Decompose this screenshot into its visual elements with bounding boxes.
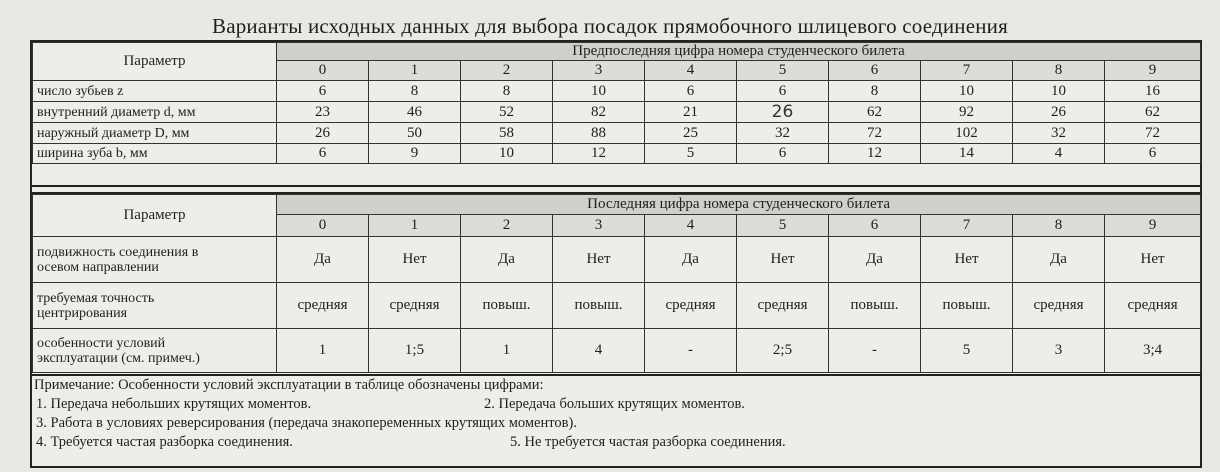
value-cell: средняя (277, 283, 369, 329)
value-cell: 23 (277, 102, 369, 123)
table-row (33, 283, 1201, 329)
note-line (34, 414, 1200, 433)
param-header: Параметр (33, 195, 277, 237)
value-cell: 6 (277, 81, 369, 102)
value-cell: Нет (1105, 237, 1201, 283)
table-row (33, 144, 1201, 164)
row-label-line: центрирования (37, 305, 128, 321)
digit-cell: 3 (553, 61, 645, 81)
value-cell: средняя (1013, 283, 1105, 329)
row-label-line: требуемая точность (37, 290, 155, 306)
value-cell: 6 (737, 81, 829, 102)
value-cell: повыш. (921, 283, 1013, 329)
value-cell: 58 (461, 123, 553, 144)
value-cell: 10 (921, 81, 1013, 102)
digit-cell: 9 (1105, 215, 1201, 237)
table-row (33, 123, 1201, 144)
table-row (33, 81, 1201, 102)
value-cell: 88 (553, 123, 645, 144)
value-cell: 26 (277, 123, 369, 144)
value-cell: - (645, 329, 737, 373)
value-cell: 1 (277, 329, 369, 373)
note-item: 1. Передача небольших крутящих моментов. (36, 396, 312, 412)
value-cell: повыш. (461, 283, 553, 329)
digit-cell: 7 (921, 61, 1013, 81)
table-row (33, 102, 1201, 123)
value-cell: средняя (1105, 283, 1201, 329)
value-cell: 3 (1013, 329, 1105, 373)
table-last-digit (32, 194, 1201, 373)
row-label (33, 237, 277, 283)
tables-frame (30, 40, 1202, 468)
digit-cell: 4 (645, 215, 737, 237)
value-cell: Да (461, 237, 553, 283)
value-cell: 4 (553, 329, 645, 373)
value-cell: 92 (921, 102, 1013, 123)
value-cell: 14 (921, 144, 1013, 164)
value-cell: 8 (461, 81, 553, 102)
digit-cell: 8 (1013, 215, 1105, 237)
row-label-line: подвижность соединения в (37, 244, 199, 260)
digit-cell: 9 (1105, 61, 1201, 81)
note-line (34, 395, 1200, 414)
row-label-line: эксплуатации (см. примеч.) (37, 350, 200, 366)
group-header: Предпоследняя цифра номера студенческого билета (277, 43, 1201, 61)
note-item: 2. Передача больших крутящих моментов. (484, 396, 745, 412)
row-label (33, 329, 277, 373)
row-label-line: осевом направлении (37, 259, 159, 275)
value-cell: 52 (461, 102, 553, 123)
table-penultimate-digit (32, 42, 1201, 164)
row-label: внутренний диаметр d, мм (33, 102, 277, 123)
digit-cell: 3 (553, 215, 645, 237)
value-cell: 25 (645, 123, 737, 144)
value-cell: 6 (277, 144, 369, 164)
value-cell: 72 (1105, 123, 1201, 144)
value-cell: Нет (921, 237, 1013, 283)
value-cell: 102 (921, 123, 1013, 144)
digit-cell: 1 (369, 215, 461, 237)
value-cell: 9 (369, 144, 461, 164)
digit-cell: 4 (645, 61, 737, 81)
value-cell: 1 (461, 329, 553, 373)
value-cell: - (829, 329, 921, 373)
value-cell: 46 (369, 102, 461, 123)
value-cell: 26 (1013, 102, 1105, 123)
value-cell: 50 (369, 123, 461, 144)
value-cell: 72 (829, 123, 921, 144)
value-cell: 4 (1013, 144, 1105, 164)
value-cell: 12 (829, 144, 921, 164)
digit-cell: 0 (277, 61, 369, 81)
value-cell: 32 (737, 123, 829, 144)
table-row (33, 237, 1201, 283)
note-line (34, 433, 1200, 452)
note-block (32, 374, 1200, 466)
value-cell: Нет (553, 237, 645, 283)
note-item: 4. Требуется частая разборка соединения. (36, 434, 293, 450)
value-cell: 8 (829, 81, 921, 102)
digit-cell: 1 (369, 61, 461, 81)
value-cell: 12 (553, 144, 645, 164)
value-cell: 6 (1105, 144, 1201, 164)
digit-cell: 2 (461, 215, 553, 237)
value-cell: Да (277, 237, 369, 283)
value-cell: 10 (553, 81, 645, 102)
note-item: 3. Работа в условиях реверсирования (передача знакопеременных крутящих моментов). (36, 415, 577, 431)
value-cell: Нет (737, 237, 829, 283)
value-cell: 2;5 (737, 329, 829, 373)
value-cell: Нет (369, 237, 461, 283)
value-cell: 5 (921, 329, 1013, 373)
value-cell: 82 (553, 102, 645, 123)
value-cell: 6 (737, 144, 829, 164)
value-cell: 16 (1105, 81, 1201, 102)
digit-cell: 0 (277, 215, 369, 237)
value-cell: 32 (1013, 123, 1105, 144)
digit-cell: 7 (921, 215, 1013, 237)
digit-cell: 5 (737, 61, 829, 81)
note-item: 5. Не требуется частая разборка соединения. (510, 434, 786, 450)
value-cell: Да (1013, 237, 1105, 283)
value-cell: 10 (461, 144, 553, 164)
value-cell: Да (645, 237, 737, 283)
value-cell: 62 (1105, 102, 1201, 123)
value-cell: 3;4 (1105, 329, 1201, 373)
value-cell: 21 (645, 102, 737, 123)
param-header: Параметр (33, 43, 277, 81)
value-cell: 5 (645, 144, 737, 164)
group-header: Последняя цифра номера студенческого билета (277, 195, 1201, 215)
value-cell: средняя (369, 283, 461, 329)
value-cell: 6 (645, 81, 737, 102)
value-cell-handwritten: 26 (737, 102, 829, 123)
value-cell: 62 (829, 102, 921, 123)
note-heading: Примечание: Особенности условий эксплуатации в таблице обозначены цифрами: (34, 377, 544, 393)
row-label: число зубьев z (33, 81, 277, 102)
digit-cell: 6 (829, 215, 921, 237)
row-label (33, 283, 277, 329)
row-label: ширина зуба b, мм (33, 144, 277, 164)
value-cell: средняя (645, 283, 737, 329)
value-cell: повыш. (829, 283, 921, 329)
table-separator (32, 185, 1200, 194)
digit-cell: 2 (461, 61, 553, 81)
digit-cell: 8 (1013, 61, 1105, 81)
value-cell: 8 (369, 81, 461, 102)
value-cell: 1;5 (369, 329, 461, 373)
value-cell: повыш. (553, 283, 645, 329)
digit-cell: 6 (829, 61, 921, 81)
value-cell: средняя (737, 283, 829, 329)
row-label: наружный диаметр D, мм (33, 123, 277, 144)
value-cell: Да (829, 237, 921, 283)
digit-cell: 5 (737, 215, 829, 237)
row-label-line: особенности условий (37, 335, 166, 351)
value-cell: 10 (1013, 81, 1105, 102)
table-row (33, 329, 1201, 373)
page-title: Варианты исходных данных для выбора посадок прямобочного шлицевого соединения (212, 14, 1008, 38)
